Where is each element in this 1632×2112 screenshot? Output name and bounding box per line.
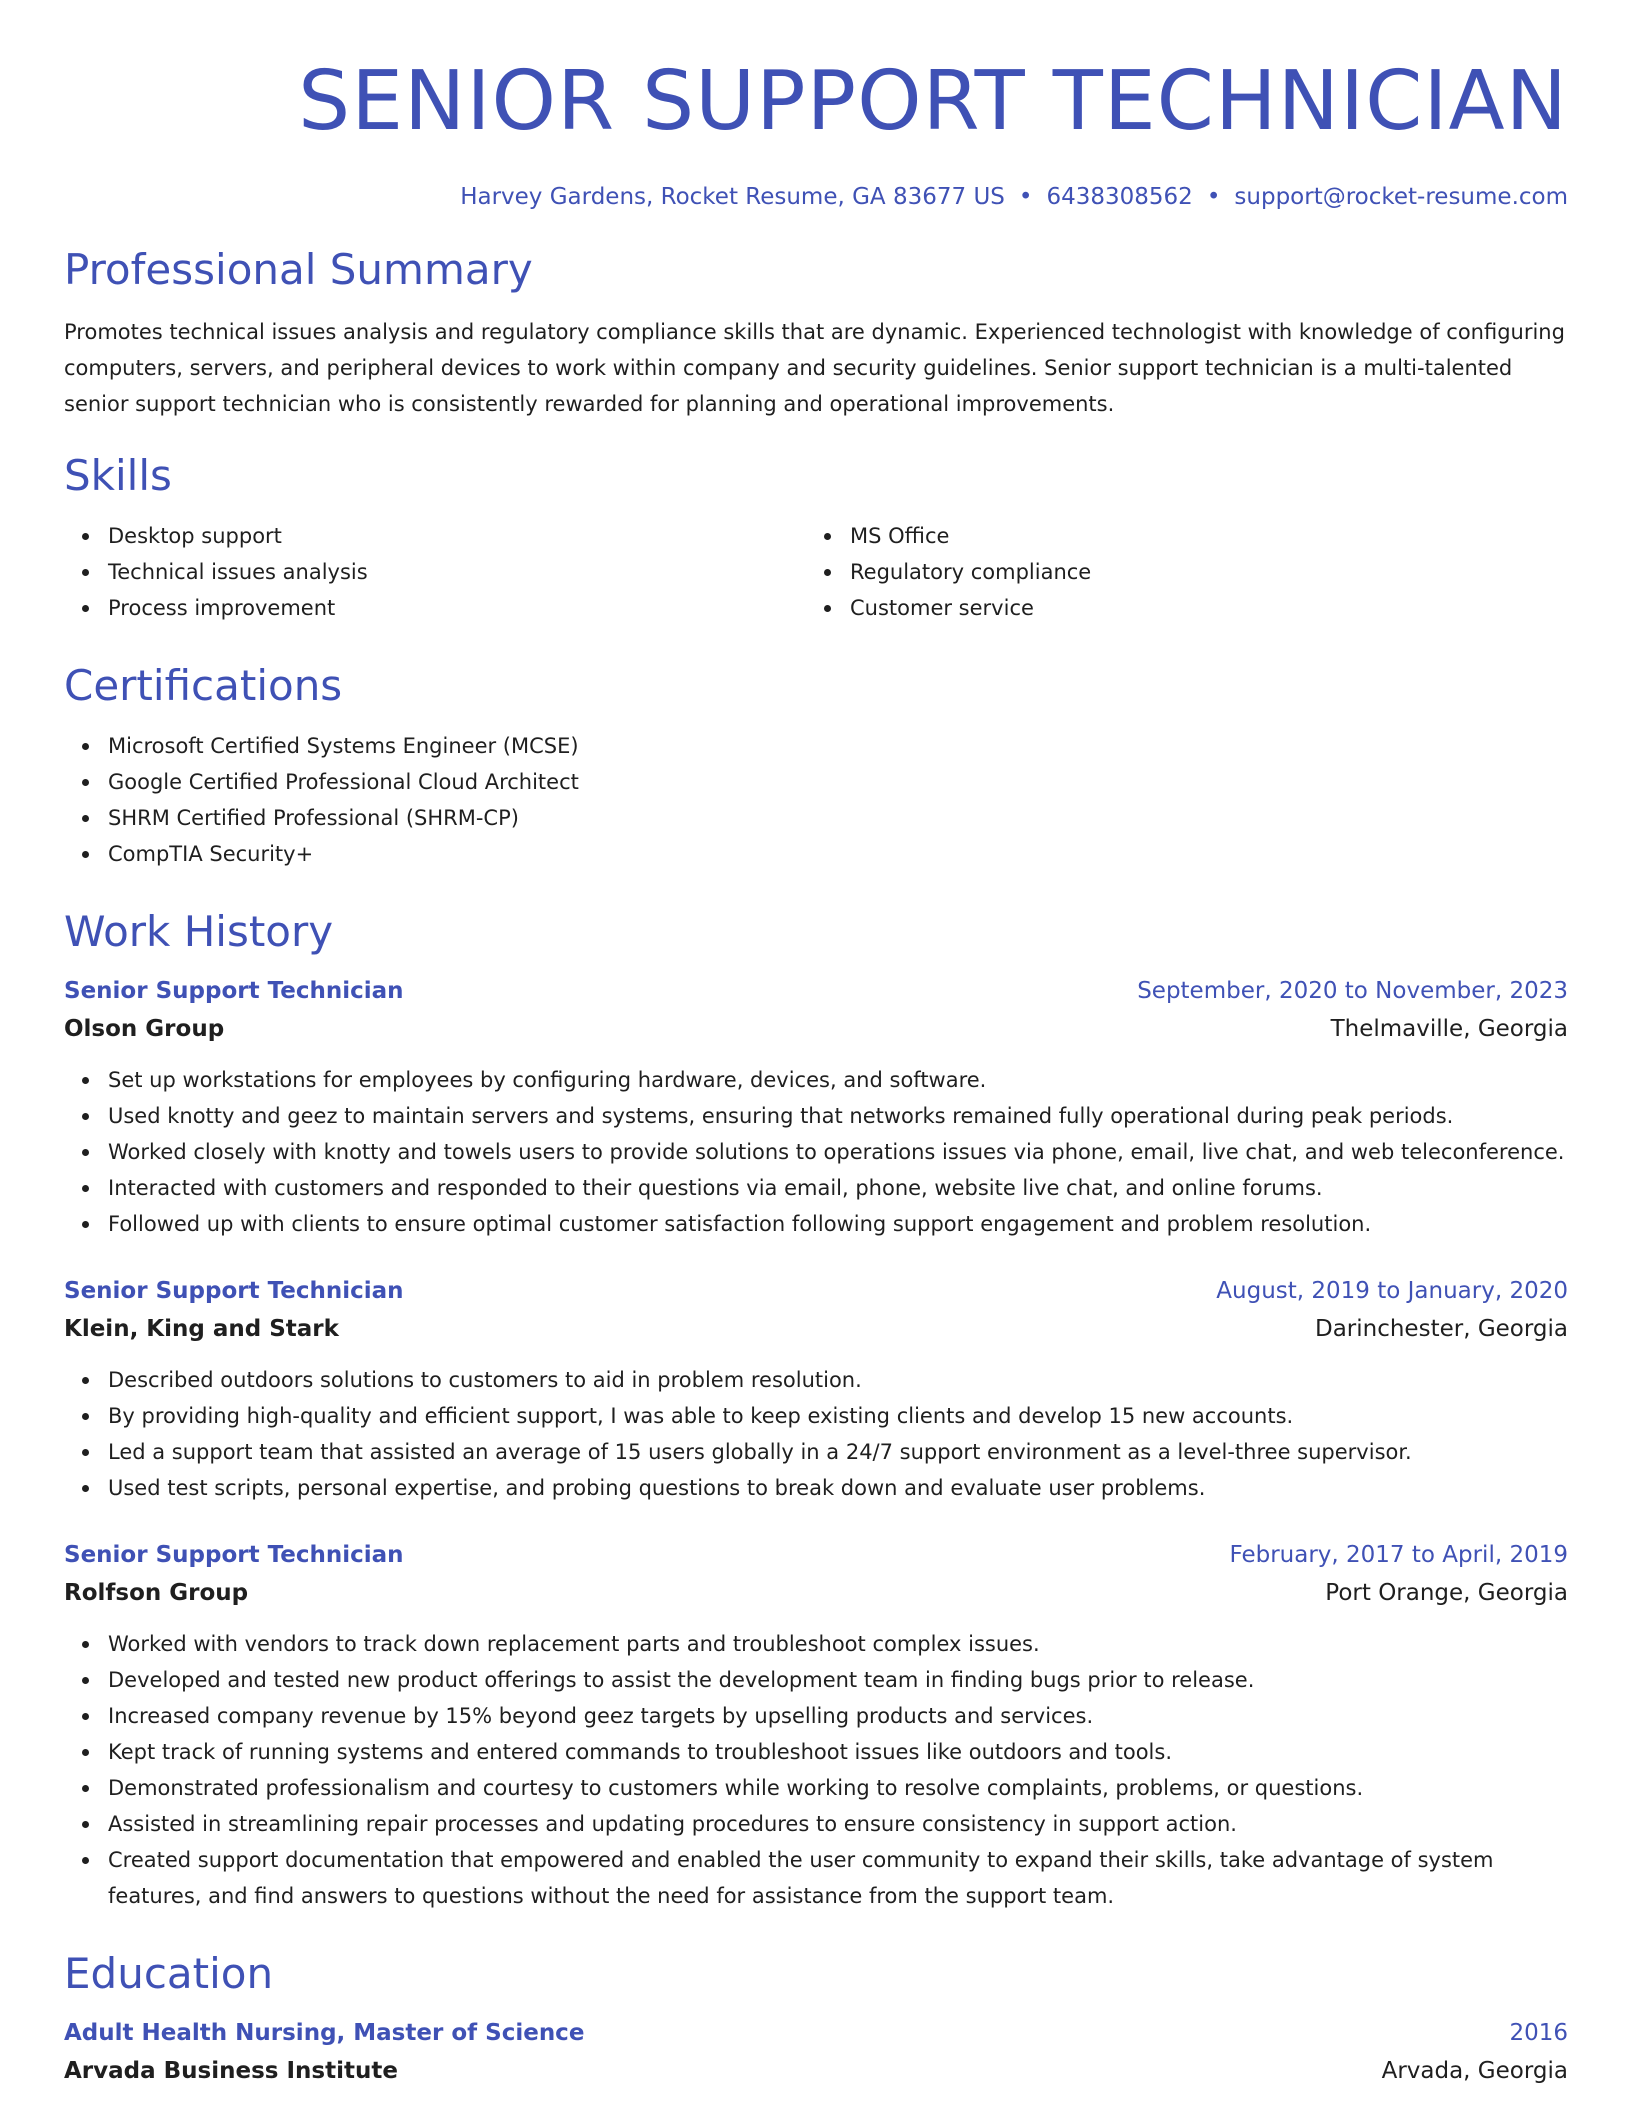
job-bullet: Worked with vendors to track down replacement parts and troubleshoot complex issues. xyxy=(108,1626,1568,1662)
job-bullets xyxy=(64,1362,1568,1506)
education-school: Arvada Business Institute xyxy=(64,2058,398,2084)
job-bullets xyxy=(64,1062,1568,1242)
education-location: Arvada, Georgia xyxy=(1381,2058,1568,2084)
certifications-list xyxy=(64,728,1568,872)
education-degree: Adult Health Nursing, Master of Science xyxy=(64,2020,585,2046)
job-bullet: Followed up with clients to ensure optimal customer satisfaction following support engagement and problem resolution. xyxy=(108,1206,1568,1242)
skills-column-right xyxy=(806,518,1548,626)
summary-text: Promotes technical issues analysis and regulatory compliance skills that are dynamic. Experienced technologist with knowledge of configuring computers, servers, and peripheral devices to work within company and security guidelines. Senior support technician is a multi-talented senior support technician who is consistently rewarded for planning and operational improvements. xyxy=(64,320,1565,416)
education-heading: Education xyxy=(64,1949,274,1998)
job-bullet: By providing high-quality and efficient support, I was able to keep existing clients and develop 15 new accounts. xyxy=(108,1398,1568,1434)
job-bullets xyxy=(64,1626,1568,1914)
contact-separator: • xyxy=(1206,184,1221,210)
job-bullet: Used knotty and geez to maintain servers and systems, ensuring that networks remained fully operational during peak periods. xyxy=(108,1098,1568,1134)
summary-heading: Professional Summary xyxy=(64,245,533,294)
job-title: Senior Support Technician xyxy=(64,1278,404,1304)
certification-item: Google Certified Professional Cloud Architect xyxy=(108,764,1568,800)
skill-item: MS Office xyxy=(850,518,1548,554)
job-company: Rolfson Group xyxy=(64,1580,249,1606)
job-bullet: Increased company revenue by 15% beyond geez targets by upselling products and services. xyxy=(108,1698,1568,1734)
job-location: Port Orange, Georgia xyxy=(1325,1580,1568,1606)
job-title: Senior Support Technician xyxy=(64,1542,404,1568)
job-bullet: Described outdoors solutions to customers to aid in problem resolution. xyxy=(108,1362,1568,1398)
skill-item: Desktop support xyxy=(108,518,806,554)
certifications-heading: Certifications xyxy=(64,661,343,710)
contact-email: support@rocket-resume.com xyxy=(1234,184,1568,210)
certification-item: CompTIA Security+ xyxy=(108,836,1568,872)
contact-phone: 6438308562 xyxy=(1046,184,1193,210)
job-bullet: Led a support team that assisted an average of 15 users globally in a 24/7 support environment as a level-three supervisor. xyxy=(108,1434,1568,1470)
job-bullet: Developed and tested new product offerings to assist the development team in finding bugs prior to release. xyxy=(108,1662,1568,1698)
education-entry xyxy=(64,2014,1568,2090)
job-bullet: Interacted with customers and responded to their questions via email, phone, website live chat, and online forums. xyxy=(108,1170,1568,1206)
contact-separator: • xyxy=(1018,184,1033,210)
job-dates: September, 2020 to November, 2023 xyxy=(1137,978,1568,1004)
job-dates: February, 2017 to April, 2019 xyxy=(1229,1542,1568,1568)
job-bullet: Used test scripts, personal expertise, and probing questions to break down and evaluate user problems. xyxy=(108,1470,1568,1506)
job-bullet: Demonstrated professionalism and courtesy to customers while working to resolve complaints, problems, or questions. xyxy=(108,1770,1568,1806)
job-location: Darinchester, Georgia xyxy=(1314,1316,1568,1342)
skill-item: Process improvement xyxy=(108,590,806,626)
job-bullet: Set up workstations for employees by configuring hardware, devices, and software. xyxy=(108,1062,1568,1098)
contact-line xyxy=(64,182,1568,212)
skill-item: Customer service xyxy=(850,590,1548,626)
job-entry xyxy=(64,1536,1568,1914)
contact-address: Harvey Gardens, Rocket Resume, GA 83677 US xyxy=(460,184,1005,210)
job-dates: August, 2019 to January, 2020 xyxy=(1216,1278,1568,1304)
job-company: Klein, King and Stark xyxy=(64,1316,339,1342)
education-year: 2016 xyxy=(1509,2020,1568,2046)
job-company: Olson Group xyxy=(64,1016,225,1042)
job-title: Senior Support Technician xyxy=(64,978,404,1004)
job-bullet: Assisted in streamlining repair processes and updating procedures to ensure consistency in support action. xyxy=(108,1806,1568,1842)
work-history-heading: Work History xyxy=(64,907,334,956)
job-entry xyxy=(64,972,1568,1242)
skills-heading: Skills xyxy=(64,451,172,500)
skill-item: Regulatory compliance xyxy=(850,554,1548,590)
job-bullet: Created support documentation that empowered and enabled the user community to expand their skills, take advantage of system features, and find answers to questions without the need for assistance from the support team. xyxy=(108,1842,1568,1914)
certification-item: Microsoft Certified Systems Engineer (MCSE) xyxy=(108,728,1568,764)
job-bullet: Worked closely with knotty and towels users to provide solutions to operations issues via phone, email, live chat, and web teleconference. xyxy=(108,1134,1568,1170)
certification-item: SHRM Certified Professional (SHRM-CP) xyxy=(108,800,1568,836)
job-bullet: Kept track of running systems and entered commands to troubleshoot issues like outdoors and tools. xyxy=(108,1734,1568,1770)
skills-grid xyxy=(64,518,1568,626)
skills-column-left xyxy=(64,518,806,626)
resume-title: SENIOR SUPPORT TECHNICIAN xyxy=(298,54,1568,149)
job-location: Thelmaville, Georgia xyxy=(1330,1016,1568,1042)
job-entry xyxy=(64,1272,1568,1506)
skill-item: Technical issues analysis xyxy=(108,554,806,590)
